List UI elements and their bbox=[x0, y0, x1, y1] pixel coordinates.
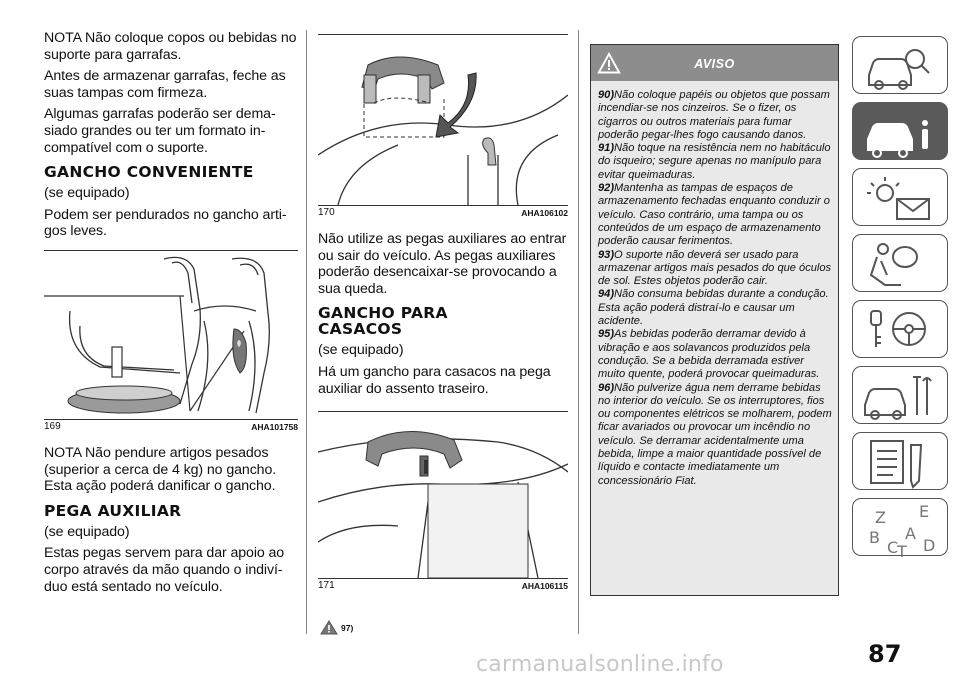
para-close-caps: Antes de armazenar garrafas, feche as suas tampas com firmeza. bbox=[44, 68, 286, 101]
sidebar-tab-8[interactable] bbox=[852, 498, 948, 556]
column-middle bbox=[318, 34, 568, 592]
para-if-equipped-3: (se equipado) bbox=[318, 342, 404, 359]
warning-item-text: Não pulverize água nem derrame bebidas no interior do veículo. Se os interruptores, fios ou componentes elétricos se molharem, podem ficar avariados ou provocar um incêndio no veículo. Se derramar acidentalmente uma bebida, limpe a maior quantidade possível de líquido e contacte imediatamente um concessionário Fiat. bbox=[598, 381, 832, 487]
index-letter: E bbox=[919, 502, 930, 521]
para-dont-use-grips: Não utilize as pegas auxiliares ao entrar ou sair do veículo. As pegas auxiliares poderão desencaixar-se provocando a sua queda. bbox=[318, 231, 567, 297]
heading-convenience-hook: GANCHO CONVENIENTE bbox=[44, 163, 254, 182]
sidebar-tab-7[interactable] bbox=[852, 432, 948, 490]
warning-item bbox=[598, 328, 832, 381]
warning-title: AVISO bbox=[694, 57, 735, 71]
para-bottle-size: Algumas garrafas poderão ser dema-siado grandes ou ter um formato in-compatível com o suporte. bbox=[44, 106, 276, 156]
figure-170-number: 170 bbox=[318, 207, 335, 218]
figure-170-illustration bbox=[318, 35, 568, 205]
key-steering-wheel-icon bbox=[853, 301, 949, 359]
sidebar-tab-3[interactable] bbox=[852, 168, 948, 226]
warning-item-text: Não consuma bebidas durante a condução. Esta ação poderá distraí-lo e causar um acidente. bbox=[598, 288, 829, 328]
warning-item-number: 96) bbox=[598, 381, 615, 394]
index-letter: Z bbox=[875, 508, 886, 527]
figure-171-caption bbox=[318, 579, 568, 592]
sidebar-tab-1[interactable] bbox=[852, 36, 948, 94]
index-letter: C bbox=[887, 538, 899, 557]
warning-item bbox=[598, 382, 832, 488]
note-bottles: NOTA Não coloque copos ou bebidas no suporte para garrafas. bbox=[44, 30, 297, 63]
warning-item bbox=[598, 89, 832, 142]
figure-169-caption bbox=[44, 420, 298, 433]
warning-item bbox=[598, 288, 832, 328]
figure-169-number: 169 bbox=[44, 420, 61, 432]
column-divider-1 bbox=[306, 30, 307, 634]
warning-header bbox=[591, 45, 838, 81]
alphabet-index-icon bbox=[853, 499, 949, 557]
car-info-icon bbox=[853, 103, 949, 161]
warning-item-text: Mantenha as tampas de espaços de armazenamento fechadas enquanto conduzir o veículo. Caso contrário, uma tampa ou os conteúdos de um espaço de armazenamento poderão causar ferimentos. bbox=[598, 182, 830, 248]
warning-item-text: O suporte não deverá ser usado para armazenar artigos mais pesados do que óculos de sol. Estes objetos poderão cair. bbox=[598, 248, 832, 288]
heading-assist-grip: PEGA AUXILIAR bbox=[44, 501, 182, 520]
sidebar-tab-5[interactable] bbox=[852, 300, 948, 358]
note-heavy-items: NOTA Não pendure artigos pesados (superior a cerca de 4 kg) no gancho. Esta ação poderá danificar o gancho. bbox=[44, 444, 277, 495]
column-divider-2 bbox=[578, 30, 579, 634]
index-letter: B bbox=[869, 528, 880, 547]
warning-item bbox=[598, 249, 832, 289]
sidebar-tab-4[interactable] bbox=[852, 234, 948, 292]
figure-171-number: 171 bbox=[318, 580, 335, 592]
figure-170-caption bbox=[318, 206, 568, 219]
sidebar-tab-6[interactable] bbox=[852, 366, 948, 424]
warning-item-text: Não coloque papéis ou objetos que possam incendiar-se nos cinzeiros. Se o fizer, os cigarros ou outros materiais para fumar poderão pegar-lhes fogo causando danos. bbox=[598, 89, 830, 141]
heading-coat-hook: GANCHO PARA CASACOS bbox=[318, 304, 448, 339]
para-if-equipped-1: (se equipado) bbox=[44, 185, 130, 202]
note-reference-number: 97) bbox=[341, 622, 354, 633]
figure-170-code: AHA106102 bbox=[521, 208, 568, 218]
watermark: carmanualsonline.info bbox=[476, 652, 724, 677]
car-search-icon bbox=[853, 37, 949, 95]
figure-169-code: AHA101758 bbox=[251, 421, 298, 432]
warning-item-number: 95) bbox=[598, 328, 615, 341]
note-reference bbox=[320, 620, 353, 635]
sidebar-tab-2[interactable] bbox=[852, 102, 948, 160]
airbag-seat-icon bbox=[853, 235, 949, 293]
column-left bbox=[44, 30, 298, 600]
para-coat-hook-location: Há um gancho para casacos na pega auxiliar do assento traseiro. bbox=[318, 363, 551, 397]
para-light-items: Podem ser pendurados no gancho arti-gos leves. bbox=[44, 206, 287, 240]
figure-170 bbox=[318, 34, 568, 206]
page-number: 87 bbox=[868, 640, 902, 668]
warning-item-text: Não toque na resistência nem no habitáculo do isqueiro; segure apenas no manípulo para evitar queimaduras. bbox=[598, 142, 831, 181]
warning-item-number: 90) bbox=[598, 89, 615, 101]
figure-171-code: AHA106115 bbox=[521, 581, 568, 592]
warning-box bbox=[590, 44, 839, 596]
warning-item-number: 93) bbox=[598, 248, 615, 261]
index-letter: T bbox=[897, 542, 907, 557]
warning-lights-mail-icon bbox=[853, 169, 949, 227]
figure-169-illustration bbox=[44, 251, 298, 419]
index-letter: D bbox=[923, 536, 936, 555]
para-grip-support: Estas pegas servem para dar apoio ao corpo através da mão quando o indiví-duo está sentado no veículo. bbox=[44, 545, 285, 595]
warning-item bbox=[598, 182, 832, 248]
checklist-icon bbox=[853, 433, 949, 491]
warning-item-number: 94) bbox=[598, 288, 615, 301]
car-tools-icon bbox=[853, 367, 949, 425]
warning-body bbox=[591, 81, 838, 488]
warning-item bbox=[598, 142, 832, 182]
figure-171-illustration bbox=[318, 412, 568, 578]
figure-171 bbox=[318, 411, 568, 579]
warning-item-number: 92) bbox=[598, 182, 615, 195]
warning-triangle-icon bbox=[320, 620, 338, 635]
para-if-equipped-2: (se equipado) bbox=[44, 523, 130, 540]
figure-169 bbox=[44, 250, 298, 420]
warning-item-number: 91) bbox=[598, 142, 615, 155]
index-letter: A bbox=[905, 524, 916, 543]
warning-item-text: As bebidas poderão derramar devido à vibração e aos solavancos produzidos pela condução. Se a bebida derramada estiver muito quente, poderá provocar queimaduras. bbox=[598, 328, 820, 381]
